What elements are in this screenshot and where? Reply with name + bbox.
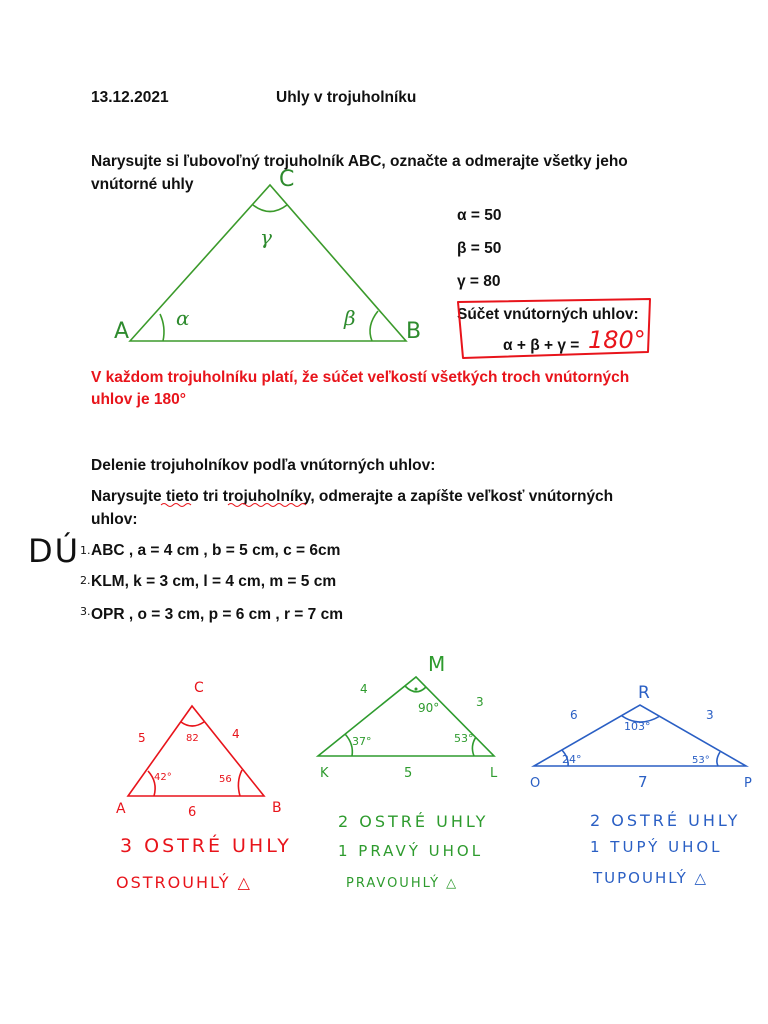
obtuse-vertex-o: O: [530, 776, 541, 791]
rule-line2: uhlov je 180°: [91, 391, 186, 408]
angle-arc-top: [181, 722, 204, 726]
right-side-left: 4: [360, 682, 368, 696]
angle-arc-gamma: [253, 205, 287, 212]
sum-value: 180°: [588, 326, 646, 354]
angle-label-gamma: γ: [260, 225, 272, 249]
obtuse-angle-right: 53°: [692, 755, 710, 766]
page-title: Uhly v trojuholníku: [276, 89, 417, 106]
angle-label-alpha: α: [176, 306, 190, 330]
vertex-label-a: A: [114, 319, 130, 344]
right-caption-2: 1 PRAVÝ UHOL: [338, 842, 484, 860]
alpha-value: α = 50: [457, 207, 502, 224]
acute-caption-1: 3 OSTRÉ UHLY: [120, 835, 292, 857]
item-1-number: 1.: [80, 544, 91, 557]
spellcheck-squiggle: [228, 504, 306, 507]
vertex-label-b: B: [406, 319, 422, 344]
obtuse-caption-2: 1 TUPÝ UHOL: [590, 838, 723, 856]
obtuse-vertex-r: R: [638, 683, 650, 703]
item-3-number: 3.: [80, 605, 91, 618]
acute-side-right: 4: [232, 727, 240, 741]
angle-arc-alpha: [160, 314, 164, 341]
angle-label-beta: β: [344, 306, 356, 330]
right-angle-left: 37°: [352, 735, 372, 748]
task2-line1: Narysujte tieto tri trojuholníky, odmerajte a zapíšte veľkosť vnútorných: [91, 488, 614, 505]
acute-angle-left: 42°: [154, 772, 172, 783]
acute-angle-top: 82: [186, 733, 199, 744]
item-2-number: 2.: [80, 574, 91, 587]
obtuse-angle-top: 103°: [624, 720, 651, 733]
right-angle-top: 90°: [418, 701, 440, 715]
obtuse-vertex-p: P: [744, 776, 752, 791]
spellcheck-squiggle: [161, 504, 191, 507]
date: 13.12.2021: [91, 89, 169, 106]
right-vertex-l: L: [490, 766, 498, 781]
right-vertex-k: K: [320, 766, 329, 781]
rule-line1: V každom trojuholníku platí, že súčet veľkostí všetkých troch vnútorných: [91, 369, 630, 386]
right-side-right: 3: [476, 695, 484, 709]
task2-line2: uhlov:: [91, 511, 138, 528]
acute-caption-2: OSTROUHLÝ △: [116, 873, 252, 892]
angle-arc-beta: [370, 311, 378, 341]
homework-note: DÚ: [28, 532, 81, 570]
triangle-abc-main: [130, 185, 406, 341]
obtuse-side-left: 6: [570, 708, 578, 722]
item-2-text: KLM, k = 3 cm, l = 4 cm, m = 5 cm: [91, 573, 337, 590]
right-angle-right: 53°: [454, 732, 474, 745]
acute-vertex-b: B: [272, 800, 282, 816]
acute-vertex-c: C: [194, 680, 204, 696]
vertex-label-c: C: [279, 167, 295, 192]
task1-line2: vnútorné uhly: [91, 176, 194, 193]
beta-value: β = 50: [457, 240, 502, 257]
right-vertex-m: M: [428, 652, 446, 676]
sum-highlight-box: [458, 299, 650, 358]
acute-side-bottom: 6: [188, 805, 197, 820]
obtuse-caption-3: TUPOUHLÝ △: [593, 869, 709, 887]
obtuse-caption-1: 2 OSTRÉ UHLY: [590, 811, 741, 830]
task1-line1: Narysujte si ľubovoľný trojuholník ABC, označte a odmerajte všetky jeho: [91, 153, 628, 170]
acute-vertex-a: A: [116, 801, 126, 817]
item-3-text: OPR , o = 3 cm, p = 6 cm , r = 7 cm: [91, 606, 343, 623]
obtuse-angle-left: 24°: [562, 753, 582, 766]
sum-formula: α + β + γ =: [503, 337, 580, 354]
sum-label: Súčet vnútorných uhlov:: [457, 306, 639, 323]
right-caption-1: 2 OSTRÉ UHLY: [338, 812, 489, 831]
obtuse-side-right: 3: [706, 708, 714, 722]
angle-arc-right: [717, 752, 720, 766]
angle-arc-right: [238, 770, 242, 796]
item-1-text: ABC , a = 4 cm , b = 5 cm, c = 6cm: [91, 542, 341, 559]
right-caption-3: PRAVOUHLÝ △: [346, 876, 459, 891]
gamma-value: γ = 80: [457, 273, 501, 290]
acute-side-left: 5: [138, 731, 146, 745]
acute-angle-right: 56: [219, 774, 232, 785]
section2-heading: Delenie trojuholníkov podľa vnútorných uhlov:: [91, 457, 436, 474]
triangle-acute: [128, 706, 264, 796]
right-side-bottom: 5: [404, 766, 413, 781]
obtuse-side-bottom: 7: [638, 773, 648, 791]
